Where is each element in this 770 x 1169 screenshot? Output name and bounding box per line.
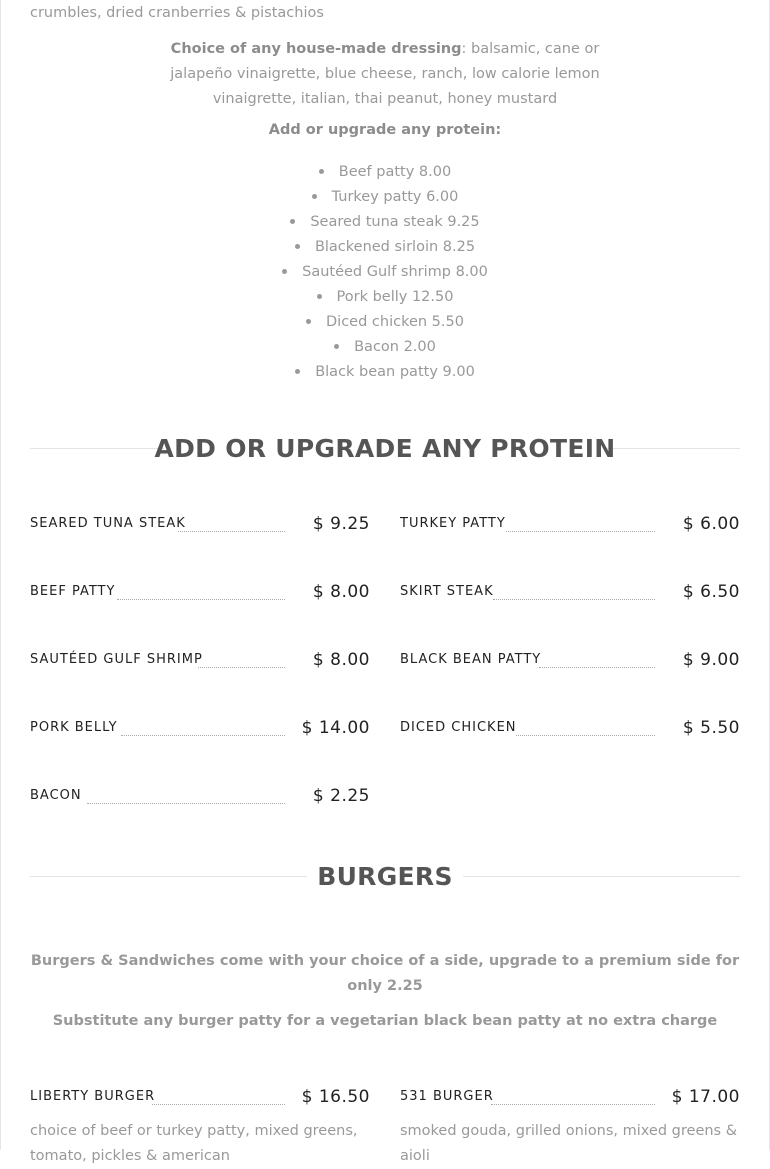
protein-upgrade-heading: Add or upgrade any protein:	[268, 122, 502, 138]
item-name: PORK BELLY	[30, 720, 118, 735]
item-price: $ 17.00	[671, 1087, 740, 1107]
item-name: 531 BURGER	[400, 1089, 494, 1104]
dressing-options: : balsamic, cane or jalapeño vinaigrette, blue cheese, ranch, low calorie lemon vinaigrette, italian, thai peanut, honey mustard	[170, 41, 600, 107]
dotted-leader	[516, 735, 655, 736]
dressing-heading: Choice of any house-made dressing	[170, 41, 462, 57]
bullet-icon	[295, 369, 300, 374]
menu-item	[30, 784, 370, 808]
dressing-note	[140, 37, 630, 112]
item-price: $ 8.00	[312, 650, 370, 670]
menu-item	[400, 580, 740, 604]
menu-item	[400, 648, 740, 672]
salad-description-tail: crumbles, dried cranberries & pistachios	[30, 5, 324, 21]
item-price: $ 9.25	[312, 514, 370, 534]
protein-list	[0, 160, 770, 385]
bullet-icon	[317, 294, 322, 299]
item-price: $ 16.50	[301, 1087, 370, 1107]
section-title: BURGERS	[317, 862, 453, 891]
burgers-side-note: Burgers & Sandwiches come with your choice of a side, upgrade to a premium side for only 2.25	[30, 953, 740, 994]
menu-item	[30, 716, 370, 740]
bullet-icon	[306, 319, 311, 324]
item-price: $ 2.25	[312, 786, 370, 806]
protein-list-item: Seared tuna steak 9.25	[0, 210, 770, 235]
menu-item	[30, 1085, 370, 1164]
item-name: TURKEY PATTY	[400, 516, 506, 531]
protein-list-item: Bacon 2.00	[0, 335, 770, 360]
protein-list-item: Turkey patty 6.00	[0, 185, 770, 210]
item-name: BACON	[30, 788, 82, 803]
menu-item	[400, 716, 740, 740]
menu-item	[30, 512, 370, 536]
item-name: BEEF PATTY	[30, 584, 116, 599]
dotted-leader	[121, 735, 285, 736]
item-name: DICED CHICKEN	[400, 720, 517, 735]
protein-list-item: Black bean patty 9.00	[0, 360, 770, 385]
item-price: $ 8.00	[312, 582, 370, 602]
item-name: LIBERTY BURGER	[30, 1089, 156, 1104]
protein-list-item: Sautéed Gulf shrimp 8.00	[0, 260, 770, 285]
dotted-leader	[198, 667, 285, 668]
item-description: smoked gouda, grilled onions, mixed greens & aioli	[400, 1123, 738, 1164]
section-title: ADD OR UPGRADE ANY PROTEIN	[154, 434, 616, 463]
dotted-leader	[178, 531, 285, 532]
dotted-leader	[152, 1104, 285, 1105]
protein-list-item: Beef patty 8.00	[0, 160, 770, 185]
bullet-icon	[334, 344, 339, 349]
bullet-icon	[312, 194, 317, 199]
bullet-icon	[282, 269, 287, 274]
item-price: $ 6.00	[682, 514, 740, 534]
dotted-leader	[506, 531, 655, 532]
menu-item	[400, 1085, 740, 1164]
dotted-leader	[493, 599, 655, 600]
bullet-icon	[295, 244, 300, 249]
item-name: SEARED TUNA STEAK	[30, 516, 186, 531]
protein-list-item: Pork belly 12.50	[0, 285, 770, 310]
bullet-icon	[290, 219, 295, 224]
item-price: $ 14.00	[301, 718, 370, 738]
dotted-leader	[87, 803, 285, 804]
item-description: choice of beef or turkey patty, mixed greens, tomato, pickles & american	[30, 1123, 358, 1164]
menu-item	[400, 512, 740, 536]
dotted-leader	[117, 599, 285, 600]
dotted-leader	[491, 1104, 655, 1105]
burgers-section-header	[30, 857, 740, 897]
dotted-leader	[539, 667, 655, 668]
item-name: SAUTÉED GULF SHRIMP	[30, 652, 203, 667]
item-price: $ 9.00	[682, 650, 740, 670]
item-name: SKIRT STEAK	[400, 584, 494, 599]
bullet-icon	[319, 169, 324, 174]
item-price: $ 6.50	[682, 582, 740, 602]
item-name: BLACK BEAN PATTY	[400, 652, 542, 667]
protein-list-item: Diced chicken 5.50	[0, 310, 770, 335]
burgers-substitute-note: Substitute any burger patty for a vegetarian black bean patty at no extra charge	[52, 1013, 718, 1029]
menu-item	[30, 580, 370, 604]
menu-item	[30, 648, 370, 672]
item-price: $ 5.50	[682, 718, 740, 738]
protein-list-item: Blackened sirloin 8.25	[0, 235, 770, 260]
protein-section-header	[30, 429, 740, 469]
